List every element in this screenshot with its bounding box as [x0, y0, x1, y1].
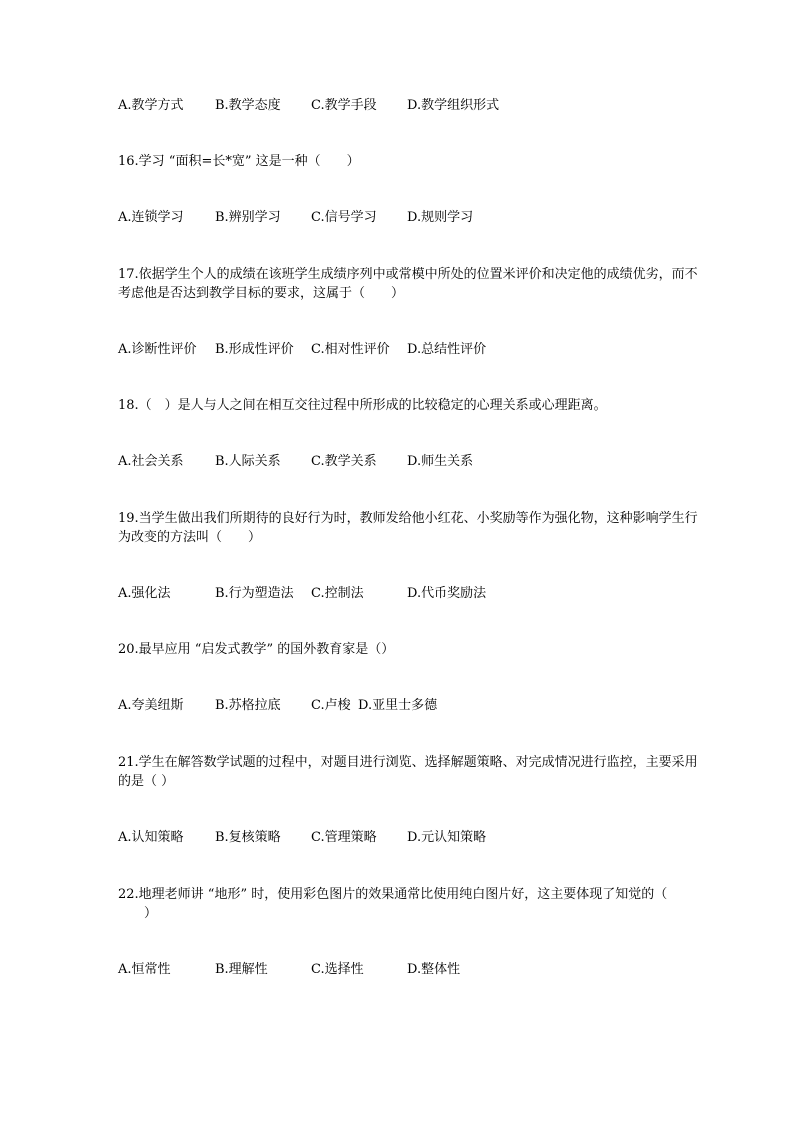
options-row-q21 — [118, 828, 718, 847]
question-22-line-2: ） — [118, 906, 158, 921]
option-d: D.元认知策略 — [407, 830, 487, 845]
question-21-line-1: 21.学生在解答数学试题的过程中，对题目进行浏览、选择解题策略、对完成情况进行监控，主要采用 — [118, 755, 698, 770]
options-row-q19 — [118, 584, 718, 603]
question-19-line-2: 为改变的方法叫（ ） — [118, 530, 262, 545]
options-row-q20 — [118, 696, 718, 715]
option-a: A.夸美纽斯 — [118, 698, 184, 713]
option-b: B.教学态度 — [215, 98, 281, 113]
option-b: B.人际关系 — [215, 454, 281, 469]
option-a: A.连锁学习 — [118, 210, 184, 225]
option-a: A.教学方式 — [118, 98, 184, 113]
option-a: A.强化法 — [118, 586, 171, 601]
option-d: D.规则学习 — [407, 210, 474, 225]
option-b: B.辨别学习 — [215, 210, 281, 225]
question-17-line-1: 17.依据学生个人的成绩在该班学生成绩序列中或常模中所处的位置米评价和决定他的成绩优劣，而不 — [118, 267, 698, 282]
option-c: C.选择性 — [311, 962, 364, 977]
option-d: D.教学组织形式 — [407, 98, 500, 113]
question-18: 18.（ ）是人与人之间在相互交往过程中所形成的比较稳定的心理关系或心理距离。 — [118, 398, 607, 413]
option-b: B.理解性 — [215, 962, 268, 977]
question-22-line-1: 22.地理老师讲 “地形” 时，使用彩色图片的效果通常比使用纯白图片好，这主要体现了知觉的（ — [118, 887, 668, 902]
options-row-q17 — [118, 340, 718, 359]
option-d: D.整体性 — [407, 962, 461, 977]
option-b: B.苏格拉底 — [215, 698, 281, 713]
option-d: D.代币奖励法 — [407, 586, 487, 601]
question-19-line-1: 19.当学生做出我们所期待的良好行为时，教师发给他小红花、小奖励等作为强化物，这种影响学生行 — [118, 511, 698, 526]
option-b: B.行为塑造法 — [215, 586, 294, 601]
option-c: C.卢梭 — [311, 698, 351, 713]
option-a: A.社会关系 — [118, 454, 184, 469]
option-c: C.教学关系 — [311, 454, 377, 469]
option-c: C.教学手段 — [311, 98, 377, 113]
option-c: C.信号学习 — [311, 210, 377, 225]
options-row-q22 — [118, 960, 718, 979]
option-d: D.亚里士多德 — [358, 698, 438, 713]
options-row-q18 — [118, 452, 718, 471]
option-a: A.恒常性 — [118, 962, 171, 977]
question-16: 16.学习 “面积=长*宽” 这是一种（ ） — [118, 154, 360, 169]
options-row-q15 — [118, 96, 718, 115]
option-a: A.认知策略 — [118, 830, 184, 845]
question-17-line-2: 考虑他是否达到教学目标的要求，这属于（ ） — [118, 286, 405, 301]
option-b: B.复核策略 — [215, 830, 281, 845]
option-c: C.管理策略 — [311, 830, 377, 845]
question-20: 20.最早应用 “启发式教学” 的国外教育家是（） — [118, 642, 395, 657]
option-a: A.诊断性评价 — [118, 342, 197, 357]
question-21-line-2: 的是（ ） — [118, 774, 175, 789]
option-b: B.形成性评价 — [215, 342, 294, 357]
option-c: C.相对性评价 — [311, 342, 390, 357]
option-d: D.总结性评价 — [407, 342, 487, 357]
options-row-q16 — [118, 208, 718, 227]
option-d: D.师生关系 — [407, 454, 474, 469]
option-c: C.控制法 — [311, 586, 364, 601]
